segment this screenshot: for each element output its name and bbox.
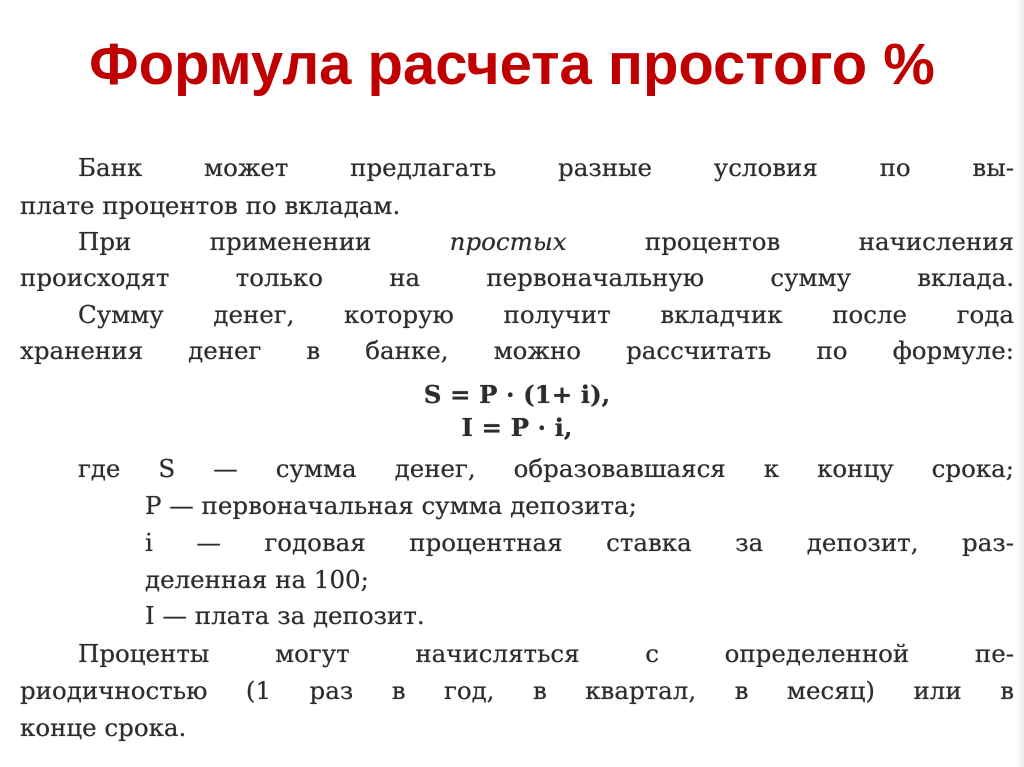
paragraph-3-line-1: Сумму денег, которую получит вкладчик после года	[78, 300, 1014, 329]
paragraph-4-line-1: Проценты могут начисляться с определенной пе-	[78, 639, 1014, 668]
paragraph-2-emphasis: простых	[449, 227, 567, 256]
slide-edge-shadow	[1016, 0, 1024, 767]
definition-i-continued: деленная на 100;	[145, 565, 369, 594]
definition-i: i — годовая процентная ставка за депозит, раз-	[145, 528, 1014, 557]
paragraph-1-line-2: плате процентов по вкладам.	[20, 191, 401, 220]
paragraph-1-line-1: Банк может предлагать разные условия по вы-	[78, 153, 1014, 182]
formula-sum: S = P · (1+ i),	[423, 380, 611, 409]
paragraph-3-line-2: хранения денег в банке, можно рассчитать по формуле:	[20, 336, 1014, 365]
definition-s: где S — сумма денег, образовавшаяся к концу срока;	[78, 454, 1014, 483]
definition-p: P — первоначальная сумма депозита;	[145, 491, 637, 520]
paragraph-2-text-b: процентов начисления	[566, 227, 1014, 256]
paragraph-2-line-2: происходят только на первоначальную сумму вклада.	[20, 263, 1014, 292]
scanned-text-block	[20, 142, 1014, 754]
definition-interest-fee: I — плата за депозит.	[145, 601, 425, 630]
paragraph-2-text-a: При применении	[78, 227, 450, 256]
paragraph-2-line-1	[78, 224, 1014, 260]
paragraph-4-line-3: конце срока.	[20, 713, 187, 742]
paragraph-4-line-2: риодичностью (1 раз в год, в квартал, в месяц) или в	[20, 676, 1014, 705]
formula-interest: I = P · i,	[461, 413, 573, 442]
slide-title: Формула расчета простого %	[89, 32, 935, 97]
